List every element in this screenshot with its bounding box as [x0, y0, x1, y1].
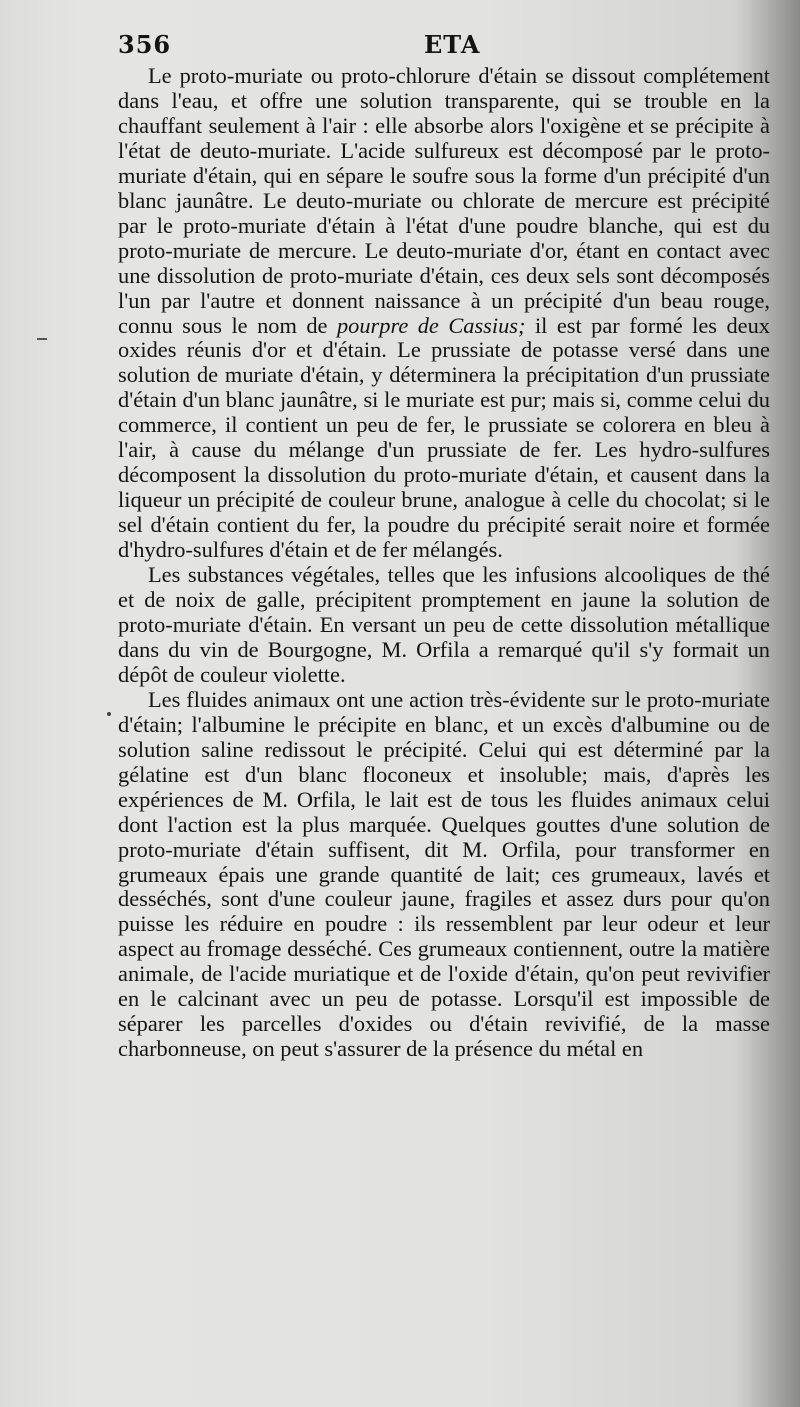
margin-mark — [37, 338, 47, 340]
running-title: ETA — [424, 30, 481, 59]
margin-mark — [107, 712, 111, 716]
paragraph: Les substances végétales, telles que les infusions alcooliques de thé et de noix de galle, précipitent promptement en jaune la solution de proto-muriate d'étain. En versant un peu de cette dissolution métallique dans du vin de Bourgogne, M. Orfila a remarqué qu'il s'y formait un dépôt de couleur violette. — [118, 562, 770, 687]
paragraph-text: Le proto-muriate ou proto-chlorure d'étain se dissout complétement dans l'eau, et offre une solution transparente, qui se trouble en la chauffant seulement à l'air : elle absorbe alors l'oxigène et se précipite à l'état de deuto-muriate. L'acide sulfureux est décomposé par le proto-muriate d'étain, qui en sépare le soufre sous la forme d'un précipité d'un blanc jaunâtre. Le deuto-muriate ou chlorate de mercure est précipité par le proto-muriate d'étain à l'état d'une poudre blanche, qui est du proto-muriate de mercure. Le deuto-muriate d'or, étant en contact avec une dissolution de proto-muriate d'étain, ces deux sels sont décomposés l'un par l'autre et donnent naissance à un précipité d'un beau rouge, connu sous le nom de — [118, 63, 770, 338]
paragraph: Les fluides animaux ont une action très-évidente sur le proto-muriate d'étain; l'albumine le précipite en blanc, et un excès d'albumine ou de solution saline redissout le précipité. Celui qui est déterminé par la gélatine est d'un blanc floconeux et insoluble; mais, d'après les expériences de M. Orfila, le lait est de tous les fluides animaux celui dont l'action est la plus marquée. Quelques gouttes d'une solution de proto-muriate d'étain suffisent, dit M. Orfila, pour transformer en grumeaux épais une grande quantité de lait; ces grumeaux, lavés et desséchés, sont d'une couleur jaune, fragiles et assez durs pour qu'on puisse les réduire en poudre : ils ressemblent par leur odeur et leur aspect au fromage desséché. Ces grumeaux contiennent, outre la matière animale, de l'acide muriatique et de l'oxide d'étain, qu'on peut revivifier en le calcinant avec un peu de potasse. Lorsqu'il est impossible de séparer les parcelles d'oxides ou d'étain revivifié, de la masse charbonneuse, on peut s'assurer de la présence du métal en — [118, 686, 770, 1062]
page-number: 356 — [118, 30, 172, 59]
running-head — [118, 30, 778, 62]
paragraph-text: il est par formé les deux oxides réunis d'or et d'étain. Le prussiate de potasse versé dans une solution de muriate d'étain, y déterminera la précipitation d'un prussiate d'étain d'un blanc jaunâtre, si le muriate est pur; mais si, comme celui du commerce, il contient un peu de fer, le prussiate se colorera en bleu à l'air, à cause du mélange d'un prussiate de fer. Les hydro-sulfures décomposent la dissolution du proto-muriate d'étain, et causent dans la liqueur un précipité de couleur brune, analogue à celle du chocolat; si le sel d'étain contient du fer, la poudre du précipité serait noire et formée d'hydro-sulfures d'étain et de fer mélangés. — [118, 312, 770, 563]
italic-term: pourpre de Cassius; — [336, 312, 526, 338]
paragraph — [118, 64, 770, 563]
body-text — [118, 64, 770, 1062]
